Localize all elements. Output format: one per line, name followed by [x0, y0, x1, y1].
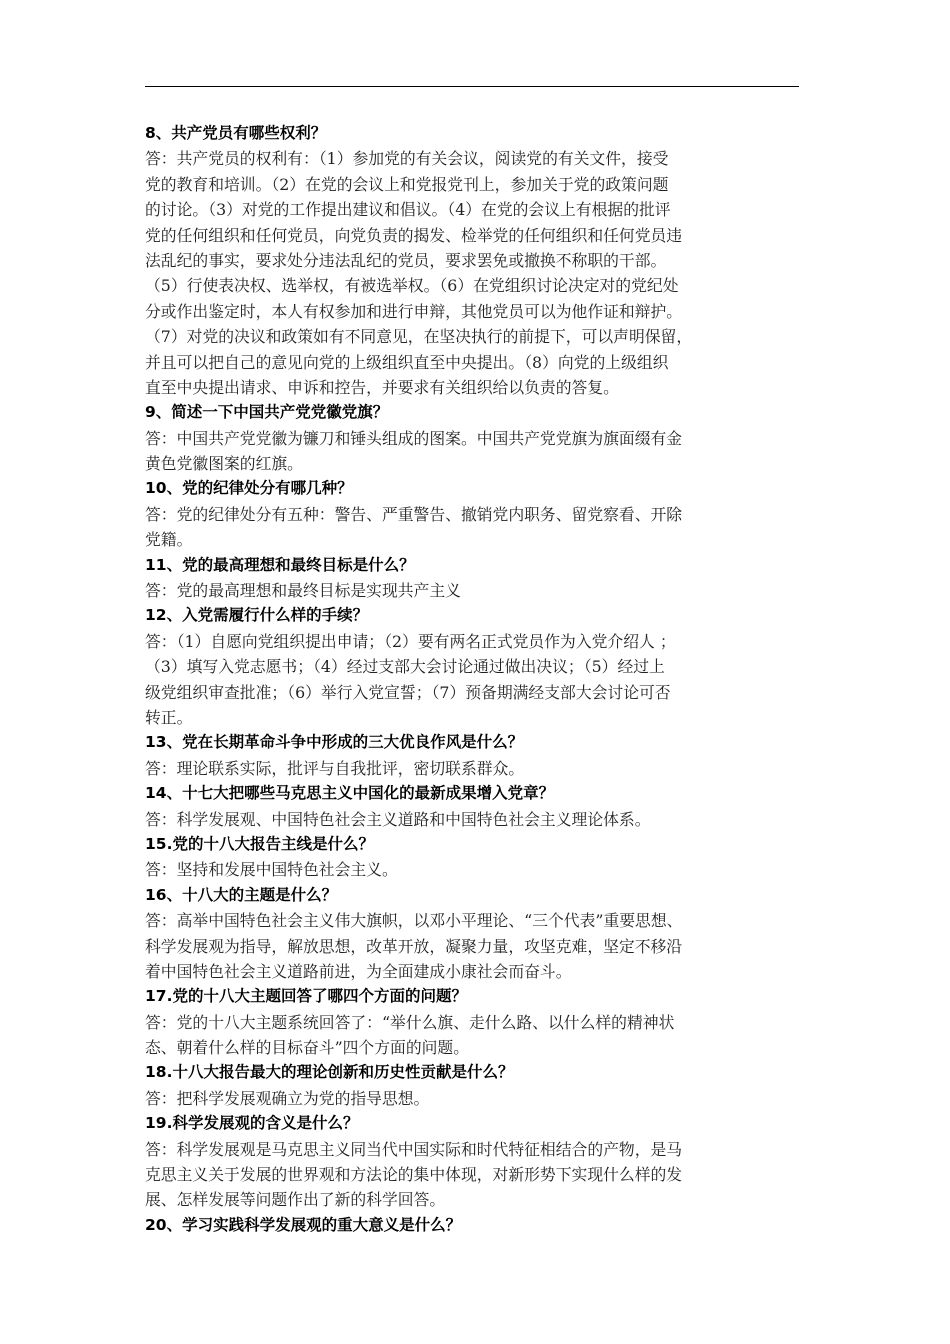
- answer-line: 直至中央提出请求、申诉和控告，并要求有关组织给以负责的答复。: [145, 377, 619, 397]
- question-heading: 15.党的十八大报告主线是什么？: [145, 834, 374, 853]
- answer-line: 的讨论。（3）对党的工作提出建议和倡议。（4）在党的会议上有根据的批评: [145, 200, 671, 220]
- qa-item: [145, 553, 815, 604]
- answer-line: 答：科学发展观、中国特色社会主义道路和中国特色社会主义理论体系。: [145, 809, 651, 829]
- answer-line: 答：党的最高理想和最终目标是实现共产主义: [145, 581, 461, 601]
- question-heading: 19.科学发展观的含义是什么？: [145, 1114, 359, 1133]
- question-heading: 13、党在长期革命斗争中形成的三大优良作风是什么？: [145, 733, 524, 752]
- answer-line: 态、朝着什么样的目标奋斗”四个方面的问题。: [145, 1038, 470, 1058]
- qa-item: [145, 730, 815, 781]
- answer-line: 答：高举中国特色社会主义伟大旗帜，以邓小平理论、“三个代表”重要思想、: [145, 911, 683, 931]
- answer-line: 科学发展观为指导，解放思想，改革开放，凝聚力量，攻坚克难，坚定不移沿: [145, 936, 683, 956]
- answer-line: 答：（1）自愿向党组织提出申请；（2）要有两名正式党员作为入党介绍人 ；: [145, 631, 676, 651]
- answer-line: 黄色党徽图案的红旗。: [145, 454, 303, 474]
- qa-item: [145, 781, 815, 832]
- qa-item: [145, 832, 815, 883]
- question-heading: 20、学习实践科学发展观的重大意义是什么？: [145, 1215, 462, 1234]
- qa-item: [145, 121, 815, 400]
- qa-item: [145, 1213, 815, 1238]
- question-heading: 14、十七大把哪些马克思主义中国化的最新成果增入党章？: [145, 784, 555, 803]
- answer-line: 展、怎样发展等问题作出了新的科学回答。: [145, 1190, 446, 1210]
- answer-line: 答：中国共产党党徽为镰刀和锤头组成的图案。中国共产党党旗为旗面缀有金: [145, 428, 683, 448]
- question-heading: 8、共产党员有哪些权利？: [145, 124, 327, 142]
- answer-line: 答：坚持和发展中国特色社会主义。: [145, 860, 398, 880]
- answer-line: 党的任何组织和任何党员，向党负责的揭发、检举党的任何组织和任何党员违: [145, 225, 683, 245]
- answer-line: 级党组织审查批准；（6）举行入党宣誓；（7）预备期满经支部大会讨论可否: [145, 682, 671, 702]
- answer-line: 答：把科学发展观确立为党的指导思想。: [145, 1088, 430, 1108]
- answer-line: （5）行使表决权、选举权，有被选举权。（6）在党组织讨论决定对的党纪处: [145, 276, 679, 296]
- qa-item: [145, 400, 815, 476]
- answer-line: 克思主义关于发展的世界观和方法论的集中体现，对新形势下实现什么样的发: [145, 1165, 683, 1185]
- question-heading: 9、简述一下中国共产党党徽党旗？: [145, 403, 389, 422]
- question-heading: 12、入党需履行什么样的手续？: [145, 606, 369, 625]
- qa-item: [145, 1060, 815, 1111]
- question-heading: 10、党的纪律处分有哪几种？: [145, 479, 353, 498]
- answer-line: （7）对党的决议和政策如有不同意见，在坚决执行的前提下，可以声明保留，: [145, 327, 693, 347]
- qa-item: [145, 883, 815, 985]
- qa-content: [145, 121, 815, 1238]
- answer-line: 答：党的纪律处分有五种：警告、严重警告、撤销党内职务、留党察看、开除: [145, 504, 683, 524]
- answer-line: 党的教育和培训。（2）在党的会议上和党报党刊上，参加关于党的政策问题: [145, 174, 669, 194]
- answer-line: 法乱纪的事实，要求处分违法乱纪的党员，要求罢免或撤换不称职的干部。: [145, 250, 667, 270]
- answer-line: 转正。: [145, 707, 193, 727]
- answer-line: 党籍。: [145, 530, 193, 550]
- qa-item: [145, 1111, 815, 1213]
- question-heading: 16、十八大的主题是什么？: [145, 885, 338, 904]
- header-rule: [145, 86, 799, 87]
- answer-line: （3）填写入党志愿书；（4）经过支部大会讨论通过做出决议；（5）经过上: [145, 657, 665, 677]
- answer-line: 答：党的十八大主题系统回答了：“举什么旗、走什么路、以什么样的精神状: [145, 1012, 675, 1032]
- answer-line: 着中国特色社会主义道路前进，为全面建成小康社会而奋斗。: [145, 961, 572, 981]
- question-heading: 11、党的最高理想和最终目标是什么？: [145, 555, 415, 574]
- answer-line: 答：科学发展观是马克思主义同当代中国实际和时代特征相结合的产物，是马: [145, 1139, 683, 1159]
- answer-line: 答：共产党员的权利有：（1）参加党的有关会议，阅读党的有关文件，接受: [145, 149, 669, 169]
- qa-item: [145, 476, 815, 552]
- answer-line: 答：理论联系实际，批评与自我批评，密切联系群众。: [145, 758, 525, 778]
- question-heading: 17.党的十八大主题回答了哪四个方面的问题？: [145, 987, 467, 1006]
- question-heading: 18.十八大报告最大的理论创新和历史性贡献是什么？: [145, 1063, 514, 1082]
- qa-item: [145, 603, 815, 730]
- qa-item: [145, 984, 815, 1060]
- answer-line: 分或作出鉴定时，本人有权参加和进行申辩，其他党员可以为他作证和辩护。: [145, 301, 683, 321]
- answer-line: 并且可以把自己的意见向党的上级组织直至中央提出。（8）向党的上级组织: [145, 352, 669, 372]
